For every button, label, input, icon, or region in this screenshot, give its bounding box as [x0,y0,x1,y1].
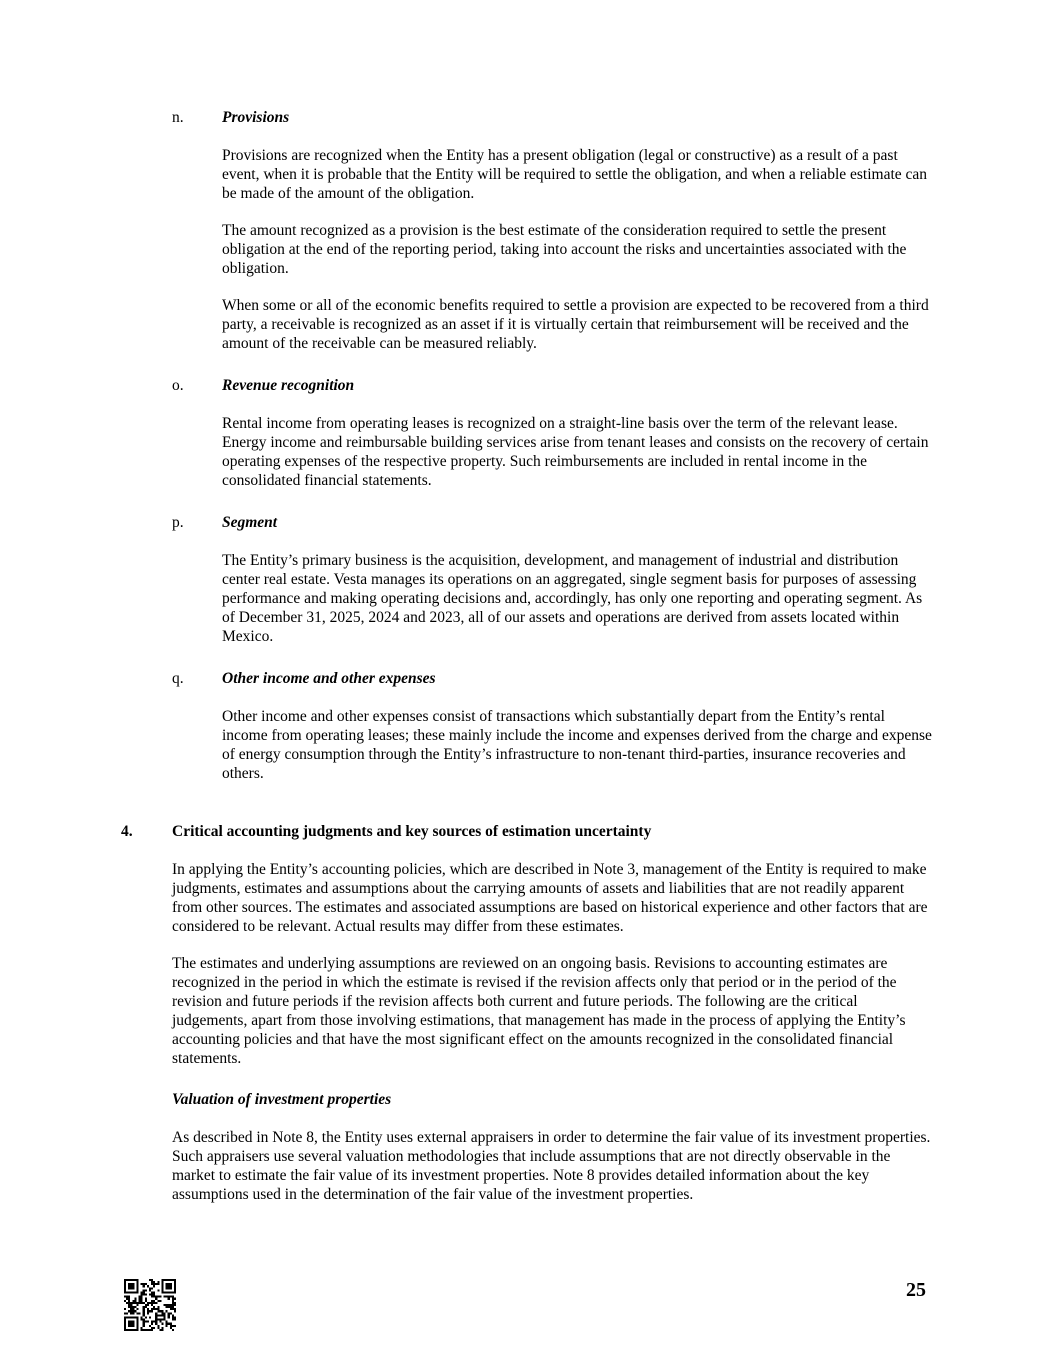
list-marker-n: n. [172,109,184,126]
qr-code [124,1279,176,1331]
page-content [121,108,933,1222]
paragraph: Rental income from operating leases is recognized on a straight-line basis over the term of the relevant lease. Energy income and reimbursable building services arise from tenant leases and consists on the recovery of certain operating expenses of the respective property. Such reimbursements are included in rental income in the consolidated financial statements. [222,415,929,489]
section-title: Critical accounting judgments and key sources of estimation uncertainty [172,823,652,840]
subsection-heading-revenue-recognition [121,376,933,395]
page-number: 25 [906,1279,926,1301]
paragraph: The Entity’s primary business is the acquisition, development, and management of industrial and distribution center real estate. Vesta manages its operations on an aggregated, single segment basis for purposes of assessing performance and making operating decisions and, accordingly, has only one reporting and operating segment. As of December 31, 2025, 2024 and 2023, all of our assets and operations are derived from assets located within Mexico. [222,552,923,645]
paragraph: When some or all of the economic benefits required to settle a provision are expected to be recovered from a third party, a receivable is recognized as an asset if it is virtually certain that reimbursement will be received and the amount of the receivable can be measured reliably. [222,297,929,352]
subsection-title-other-income: Other income and other expenses [222,670,436,687]
subheading-valuation-of-investment-properties: Valuation of investment properties [172,1091,392,1108]
paragraph: In applying the Entity’s accounting policies, which are described in Note 3, management of the Entity is required to make judgments, estimates and assumptions about the carrying amounts of assets and liabilities that are not readily apparent from other sources. The estimates and associated assumptions are based on historical experience and other factors that are considered to be relevant. Actual results may differ from these estimates. [172,861,928,935]
subsection-heading-other-income [121,669,933,688]
paragraph: The amount recognized as a provision is the best estimate of the consideration required to settle the present obligation at the end of the reporting period, taking into account the risks and uncertainties associated with the obligation. [222,222,907,277]
list-marker-o: o. [172,377,184,394]
subsection-title-segment: Segment [222,514,278,531]
list-marker-q: q. [172,670,184,687]
paragraph: The estimates and underlying assumptions are reviewed on an ongoing basis. Revisions to accounting estimates are recognized in the period in which the estimate is revised if the revision affects only that period or in the period of the revision and future periods if the revision affects both current and future periods. The following are the critical judgements, apart from those involving estimations, that management has made in the process of applying the Entity’s accounting policies and that have the most significant effect on the amounts recognized in the consolidated financial statements. [172,955,906,1067]
subsection-title-revenue-recognition: Revenue recognition [222,377,355,394]
section-4-heading [121,822,933,841]
section-number: 4. [121,823,133,840]
subsection-heading-segment [121,513,933,532]
paragraph: As described in Note 8, the Entity uses external appraisers in order to determine the fair value of its investment properties. Such appraisers use several valuation methodologies that include assumptions that are not directly observable in the market to estimate the fair value of its investment properties. Note 8 provides detailed information about the key assumptions used in the determination of the fair value of the investment properties. [172,1129,931,1203]
paragraph: Provisions are recognized when the Entity has a present obligation (legal or constructive) as a result of a past event, when it is probable that the Entity will be required to settle the obligation, and when a reliable estimate can be made of the amount of the obligation. [222,147,928,202]
list-marker-p: p. [172,514,184,531]
subsection-heading-provisions [121,108,933,127]
paragraph: Other income and other expenses consist of transactions which substantially depart from the Entity’s rental income from operating leases; these mainly include the income and expenses derived from the charge and expense of energy consumption through the Entity’s infrastructure to non-tenant third-parties, insurance recoveries and others. [222,708,932,782]
subsection-title-provisions: Provisions [222,109,290,126]
